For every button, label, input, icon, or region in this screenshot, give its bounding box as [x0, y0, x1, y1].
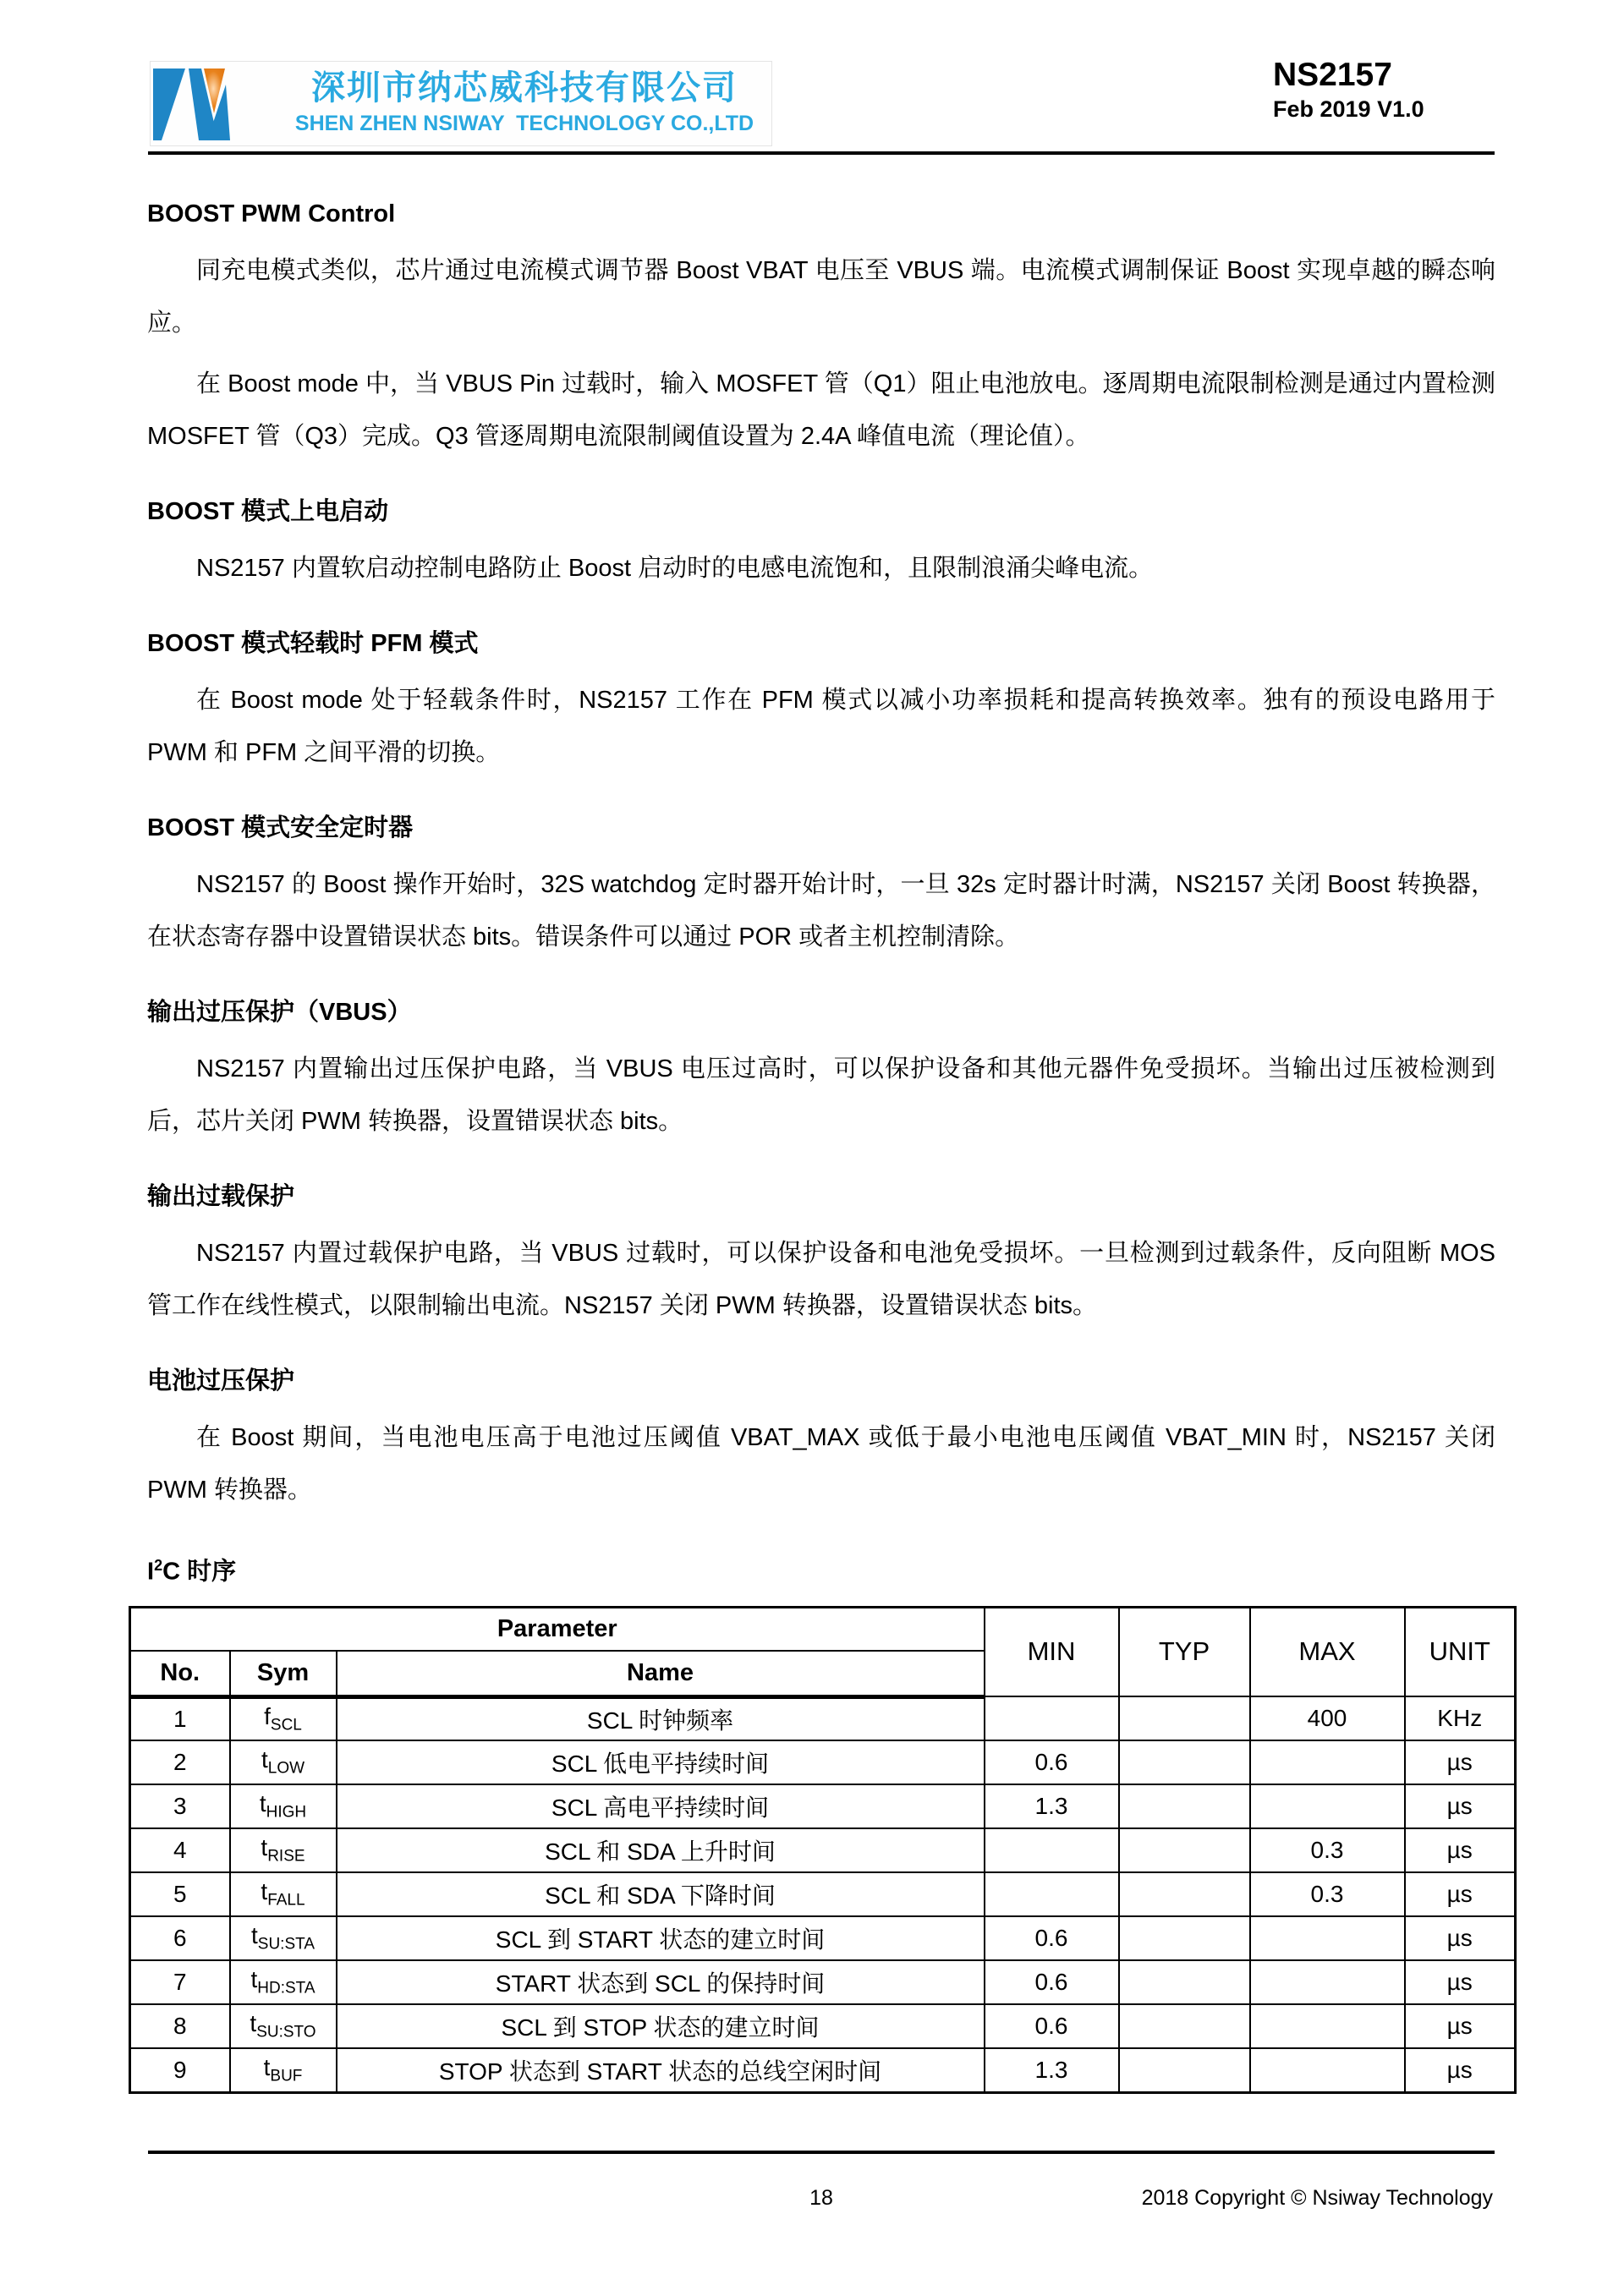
cell-no: 7: [130, 1960, 230, 2004]
page-header: [0, 0, 1624, 156]
cell-sym: [230, 1740, 337, 1784]
cell-sym: [230, 2048, 337, 2092]
cell-no: 1: [130, 1696, 230, 1740]
cell-typ: [1119, 1960, 1250, 2004]
sym-sub: SCL: [270, 1716, 302, 1734]
cell-no: 9: [130, 2048, 230, 2092]
cell-sym: [230, 1960, 337, 2004]
cell-min: 1.3: [985, 2048, 1119, 2092]
cell-typ: [1119, 1784, 1250, 1828]
cell-min: [985, 1872, 1119, 1916]
cell-unit: µs: [1405, 1784, 1516, 1828]
cell-typ: [1119, 2004, 1250, 2048]
paragraph-output-overload: NS2157 内置过载保护电路，当 VBUS 过载时，可以保护设备和电池免受损坏。一旦检测到过载条件，反向阻断 MOS 管工作在线性模式，以限制输出电流。NS2157 关闭 PWM 转换器，设置错误状态 bits。: [147, 1240, 1495, 1319]
table-row: [130, 1740, 1516, 1784]
table-row: [130, 1916, 1516, 1960]
heading-battery-overvoltage-protection: 电池过压保护: [147, 1367, 295, 1395]
paragraph-boost-safety-timer: NS2157 的 Boost 操作开始时，32S watchdog 定时器开始计时，一旦 32s 定时器计时满，NS2157 关闭 Boost 转换器，在状态寄存器中设置错误状态 bits。错误条件可以通过 POR 或者主机控制清除。: [147, 871, 1495, 951]
header-divider: [148, 151, 1495, 155]
cell-unit: µs: [1405, 2048, 1516, 2092]
heading-i2c-timing: [147, 1550, 1514, 1587]
cell-unit: KHz: [1405, 1696, 1516, 1740]
sym-base: t: [261, 1834, 268, 1861]
cell-name: STOP 状态到 START 状态的总线空闲时间: [337, 2048, 985, 2092]
cell-min: 0.6: [985, 1960, 1119, 2004]
page-footer: [129, 2186, 1514, 2220]
sym-base: t: [263, 2054, 271, 2081]
cell-max: 0.3: [1250, 1828, 1405, 1872]
company-name-cn: 深圳市纳芯威科技有限公司: [311, 69, 738, 107]
table-row: [130, 1696, 1516, 1740]
cell-sym: [230, 2004, 337, 2048]
table-row: [130, 2004, 1516, 2048]
cell-no: 4: [130, 1828, 230, 1872]
paragraph-boost-pwm-2: 在 Boost mode 中，当 VBUS Pin 过载时，输入 MOSFET 管（Q1）阻止电池放电。逐周期电流限制检测是通过内置检测 MOSFET 管（Q3）完成。Q3 管逐周期电流限制阈值设置为 2.4A 峰值电流（理论值）。: [147, 370, 1495, 450]
table-header-row-1: [130, 1607, 1516, 1651]
sym-sub: HD:STA: [257, 1979, 315, 1997]
table-row: [130, 2048, 1516, 2092]
cell-name: SCL 和 SDA 上升时间: [337, 1828, 985, 1872]
col-header-no: No.: [130, 1651, 230, 1696]
heading-output-overload-protection: 输出过载保护: [147, 1183, 295, 1210]
cell-unit: µs: [1405, 1960, 1516, 2004]
cell-min: [985, 1696, 1119, 1740]
sym-base: t: [261, 1878, 268, 1905]
cell-name: START 状态到 SCL 的保持时间: [337, 1960, 985, 2004]
col-header-max: MAX: [1250, 1607, 1405, 1696]
footer-divider: [148, 2151, 1495, 2154]
page-number: 18: [809, 2186, 833, 2210]
copyright-text: 2018 Copyright © Nsiway Technology: [1141, 2186, 1493, 2210]
cell-min: [985, 1828, 1119, 1872]
cell-typ: [1119, 2048, 1250, 2092]
cell-typ: [1119, 1696, 1250, 1740]
cell-max: [1250, 2048, 1405, 2092]
table-row: [130, 1872, 1516, 1916]
cell-name: SCL 低电平持续时间: [337, 1740, 985, 1784]
document-id-block: [1273, 56, 1424, 123]
cell-unit: µs: [1405, 2004, 1516, 2048]
i2c-heading-pre: I: [147, 1558, 155, 1586]
sym-sub: BUF: [270, 2067, 303, 2085]
cell-name: SCL 到 START 状态的建立时间: [337, 1916, 985, 1960]
cell-max: [1250, 1740, 1405, 1784]
cell-max: [1250, 1916, 1405, 1960]
cell-unit: µs: [1405, 1872, 1516, 1916]
sym-sub: HIGH: [266, 1803, 307, 1822]
cell-no: 5: [130, 1872, 230, 1916]
sym-base: f: [264, 1703, 271, 1730]
sym-base: t: [261, 1746, 268, 1773]
cell-max: [1250, 1960, 1405, 2004]
sym-base: t: [251, 1922, 258, 1949]
table-row: [130, 1828, 1516, 1872]
cell-unit: µs: [1405, 1828, 1516, 1872]
col-header-sym: Sym: [230, 1651, 337, 1696]
cell-name: SCL 和 SDA 下降时间: [337, 1872, 985, 1916]
cell-unit: µs: [1405, 1740, 1516, 1784]
i2c-heading-sup: 2: [154, 1557, 163, 1574]
logo-left-stroke: [153, 68, 185, 140]
heading-boost-pwm-control: BOOST PWM Control: [147, 200, 396, 227]
sym-sub: SU:STO: [256, 2023, 316, 2041]
part-number: NS2157: [1273, 57, 1392, 93]
col-header-typ: TYP: [1119, 1607, 1250, 1696]
heading-boost-safety-timer: BOOST 模式安全定时器: [147, 814, 414, 841]
i2c-timing-table: [129, 1606, 1517, 2094]
col-header-unit: UNIT: [1405, 1607, 1516, 1696]
cell-typ: [1119, 1828, 1250, 1872]
cell-sym: [230, 1872, 337, 1916]
company-name-en: SHEN ZHEN NSIWAY TECHNOLOGY CO.,LTD: [294, 112, 754, 135]
cell-sym: [230, 1916, 337, 1960]
paragraph-battery-ovp: 在 Boost 期间，当电池电压高于电池过压阈值 VBAT_MAX 或低于最小电池电压阈值 VBAT_MIN 时，NS2157 关闭 PWM 转换器。: [147, 1424, 1495, 1504]
cell-no: 8: [130, 2004, 230, 2048]
cell-typ: [1119, 1916, 1250, 1960]
sym-sub: FALL: [267, 1891, 305, 1910]
heading-boost-light-load-pfm: BOOST 模式轻载时 PFM 模式: [147, 630, 479, 657]
doc-revision: Feb 2019 V1.0: [1273, 96, 1424, 122]
cell-min: 1.3: [985, 1784, 1119, 1828]
cell-max: [1250, 1784, 1405, 1828]
cell-min: 0.6: [985, 1740, 1119, 1784]
cell-name: SCL 高电平持续时间: [337, 1784, 985, 1828]
cell-sym: [230, 1696, 337, 1740]
paragraph-boost-power-on: NS2157 内置软启动控制电路防止 Boost 启动时的电感电流饱和，且限制浪涌尖峰电流。: [196, 555, 1154, 582]
table-row: [130, 1960, 1516, 2004]
cell-sym: [230, 1828, 337, 1872]
sym-base: t: [250, 2010, 257, 2037]
cell-no: 6: [130, 1916, 230, 1960]
cell-sym: [230, 1784, 337, 1828]
sym-base: t: [250, 1966, 258, 1993]
cell-min: 0.6: [985, 2004, 1119, 2048]
table-row: [130, 1784, 1516, 1828]
page-content: [129, 156, 1514, 2094]
cell-name: SCL 到 STOP 状态的建立时间: [337, 2004, 985, 2048]
cell-unit: µs: [1405, 1916, 1516, 1960]
paragraph-boost-pfm: 在 Boost mode 处于轻载条件时，NS2157 工作在 PFM 模式以减小功率损耗和提高转换效率。独有的预设电路用于 PWM 和 PFM 之间平滑的切换。: [147, 687, 1495, 766]
sym-sub: LOW: [267, 1759, 305, 1778]
company-name-block: [271, 68, 778, 139]
i2c-heading-post: C 时序: [162, 1558, 237, 1586]
sym-sub: SU:STA: [257, 1935, 315, 1954]
heading-output-overvoltage-protection: 输出过压保护（VBUS）: [147, 999, 412, 1026]
col-header-min: MIN: [985, 1607, 1119, 1696]
nsiway-logo-icon: [153, 68, 238, 141]
cell-no: 2: [130, 1740, 230, 1784]
cell-typ: [1119, 1872, 1250, 1916]
cell-min: 0.6: [985, 1916, 1119, 1960]
col-header-name: Name: [337, 1651, 985, 1696]
paragraph-boost-pwm-1: 同充电模式类似，芯片通过电流模式调节器 Boost VBAT 电压至 VBUS 端。电流模式调制保证 Boost 实现卓越的瞬态响应。: [147, 257, 1495, 337]
cell-max: [1250, 2004, 1405, 2048]
heading-boost-power-on-startup: BOOST 模式上电启动: [147, 498, 389, 525]
col-header-parameter: Parameter: [130, 1607, 985, 1651]
paragraph-output-ovp: NS2157 内置输出过压保护电路，当 VBUS 电压过高时，可以保护设备和其他元器件免受损坏。当输出过压被检测到后，芯片关闭 PWM 转换器，设置错误状态 bits。: [147, 1055, 1495, 1135]
cell-no: 3: [130, 1784, 230, 1828]
cell-name: SCL 时钟频率: [337, 1696, 985, 1740]
cell-max: 0.3: [1250, 1872, 1405, 1916]
sym-base: t: [259, 1790, 266, 1817]
cell-typ: [1119, 1740, 1250, 1784]
cell-max: 400: [1250, 1696, 1405, 1740]
sym-sub: RISE: [267, 1847, 305, 1866]
